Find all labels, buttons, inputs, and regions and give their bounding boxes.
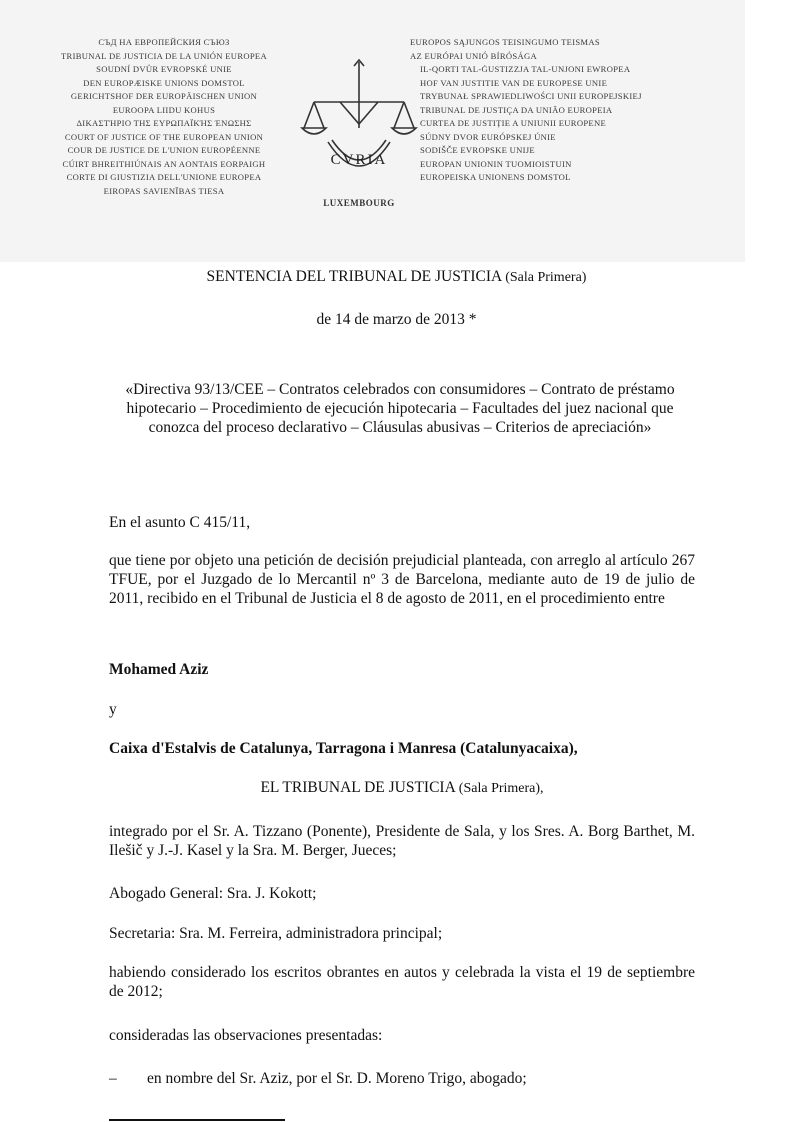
court-heading-chamber: (Sala Primera), (458, 781, 544, 796)
advocate-general: Abogado General: Sra. J. Kokott; (109, 885, 317, 902)
case-number: En el asunto C 415/11, (109, 514, 251, 531)
court-name: CORTE DI GIUSTIZIA DELL'UNIONE EUROPEA (66, 172, 262, 182)
court-names-left (14, 36, 314, 198)
court-composition: integrado por el Sr. A. Tizzano (Ponente), Presidente de Sala, y los Sres. A. Borg Barthet, M. Ilešič y J.-J. Kasel y la Sra. M. Berger, Jueces; (109, 823, 695, 859)
footnote-separator (109, 1119, 285, 1121)
court-masthead (0, 0, 745, 262)
observations-intro: consideradas las observaciones presentadas: (109, 1027, 383, 1044)
observation-text: en nombre del Sr. Aziz, por el Sr. D. Moreno Trigo, abogado; (147, 1070, 527, 1087)
court-name: TRIBUNAL DE JUSTIÇA DA UNIÃO EUROPEIA (420, 104, 613, 115)
court-name: HOF VAN JUSTITIE VAN DE EUROPESE UNIE (420, 77, 608, 88)
court-names-right (410, 36, 740, 185)
judgment-date: de 14 de marzo de 2013 * (316, 311, 477, 328)
emblem-cvria-text: CVRIA (330, 152, 388, 168)
emblem-city-label: LUXEMBOURG (323, 198, 395, 208)
court-name: IL-QORTI TAL-ĠUSTIZZJA TAL-UNJONI EWROPEA (420, 64, 631, 74)
registrar: Secretaria: Sra. M. Ferreira, administradora principal; (109, 925, 443, 942)
party-connector: y (109, 701, 117, 718)
court-name: CÚIRT BHREITHIÚNAIS AN AONTAIS EORPAIGH (62, 158, 266, 169)
court-name: SÚDNY DVOR EURÓPSKEJ ÚNIE (420, 131, 556, 142)
curia-scales-emblem-icon (300, 58, 418, 198)
party-applicant: Mohamed Aziz (109, 661, 209, 678)
court-name: EIROPAS SAVIENĪBAS TIESA (103, 185, 225, 196)
judgment-title-main: SENTENCIA DEL TRIBUNAL DE JUSTICIA (206, 268, 502, 285)
court-name: GERICHTSHOF DER EUROPÄISCHEN UNION (70, 91, 258, 101)
court-name: EUROPAN UNIONIN TUOMIOISTUIN (420, 158, 572, 169)
court-name: COUR DE JUSTICE DE L'UNION EUROPÉENNE (67, 145, 261, 155)
court-name: TRIBUNAL DE JUSTICIA DE LA UNIÓN EUROPEA (61, 50, 267, 61)
court-name: EUROOPA LIIDU KOHUS (112, 104, 216, 115)
judgment-title (0, 268, 793, 286)
court-name: EUROPOS SĄJUNGOS TEISINGUMO TEISMAS (410, 37, 600, 47)
court-name: ΔΙΚΑΣΤΉΡΙΟ ΤΗΣ ΕΥΡΩΠΑΪΚΉΣ ΈΝΩΣΗΣ (76, 118, 252, 128)
court-name: SOUDNÍ DVŮR EVROPSKÉ UNIE (96, 64, 232, 74)
party-defendant: Caixa d'Estalvis de Catalunya, Tarragona i Manresa (Catalunyacaixa), (109, 740, 578, 757)
court-name: TRYBUNAŁ SPRAWIEDLIWOŚCI UNII EUROPEJSKIEJ (420, 91, 642, 101)
reference-object: que tiene por objeto una petición de decisión prejudicial planteada, con arreglo al artículo 267 TFUE, por el Juzgado de lo Mercantil nº 3 de Barcelona, mediante auto de 19 de julio de 2011, recibido en el Tribunal de Justicia el 8 de agosto de 2011, en el procedimiento entre (109, 552, 695, 607)
judgment-keywords: «Directiva 93/13/CEE – Contratos celebrados con consumidores – Contrato de préstamo hipotecario – Procedimiento de ejecución hipotecaria – Facultades del juez nacional que conozca del proceso declarativo – Cláusulas abusivas – Criterios de apreciación» (125, 381, 675, 436)
court-heading (109, 778, 695, 798)
observation-item (109, 1069, 695, 1088)
observation-dash: – (109, 1070, 117, 1087)
court-name: AZ EURÓPAI UNIÓ BÍRÓSÁGA (410, 50, 537, 61)
court-name: СЪД НА ЕВРОПЕЙСКИЯ СЪЮЗ (98, 37, 230, 47)
court-heading-main: EL TRIBUNAL DE JUSTICIA (260, 779, 455, 796)
court-name: DEN EUROPÆISKE UNIONS DOMSTOL (83, 77, 245, 88)
court-name: CURTEA DE JUSTIȚIE A UNIUNII EUROPENE (420, 118, 607, 128)
court-name: COURT OF JUSTICE OF THE EUROPEAN UNION (64, 131, 264, 142)
court-name: EUROPEISKA UNIONENS DOMSTOL (420, 172, 571, 182)
judgment-title-chamber: (Sala Primera) (505, 270, 587, 285)
court-name: SODIŠČE EVROPSKE UNIJE (420, 145, 535, 155)
procedure-statement: habiendo considerado los escritos obrantes en autos y celebrada la vista el 19 de septiembre de 2012; (109, 964, 695, 1000)
